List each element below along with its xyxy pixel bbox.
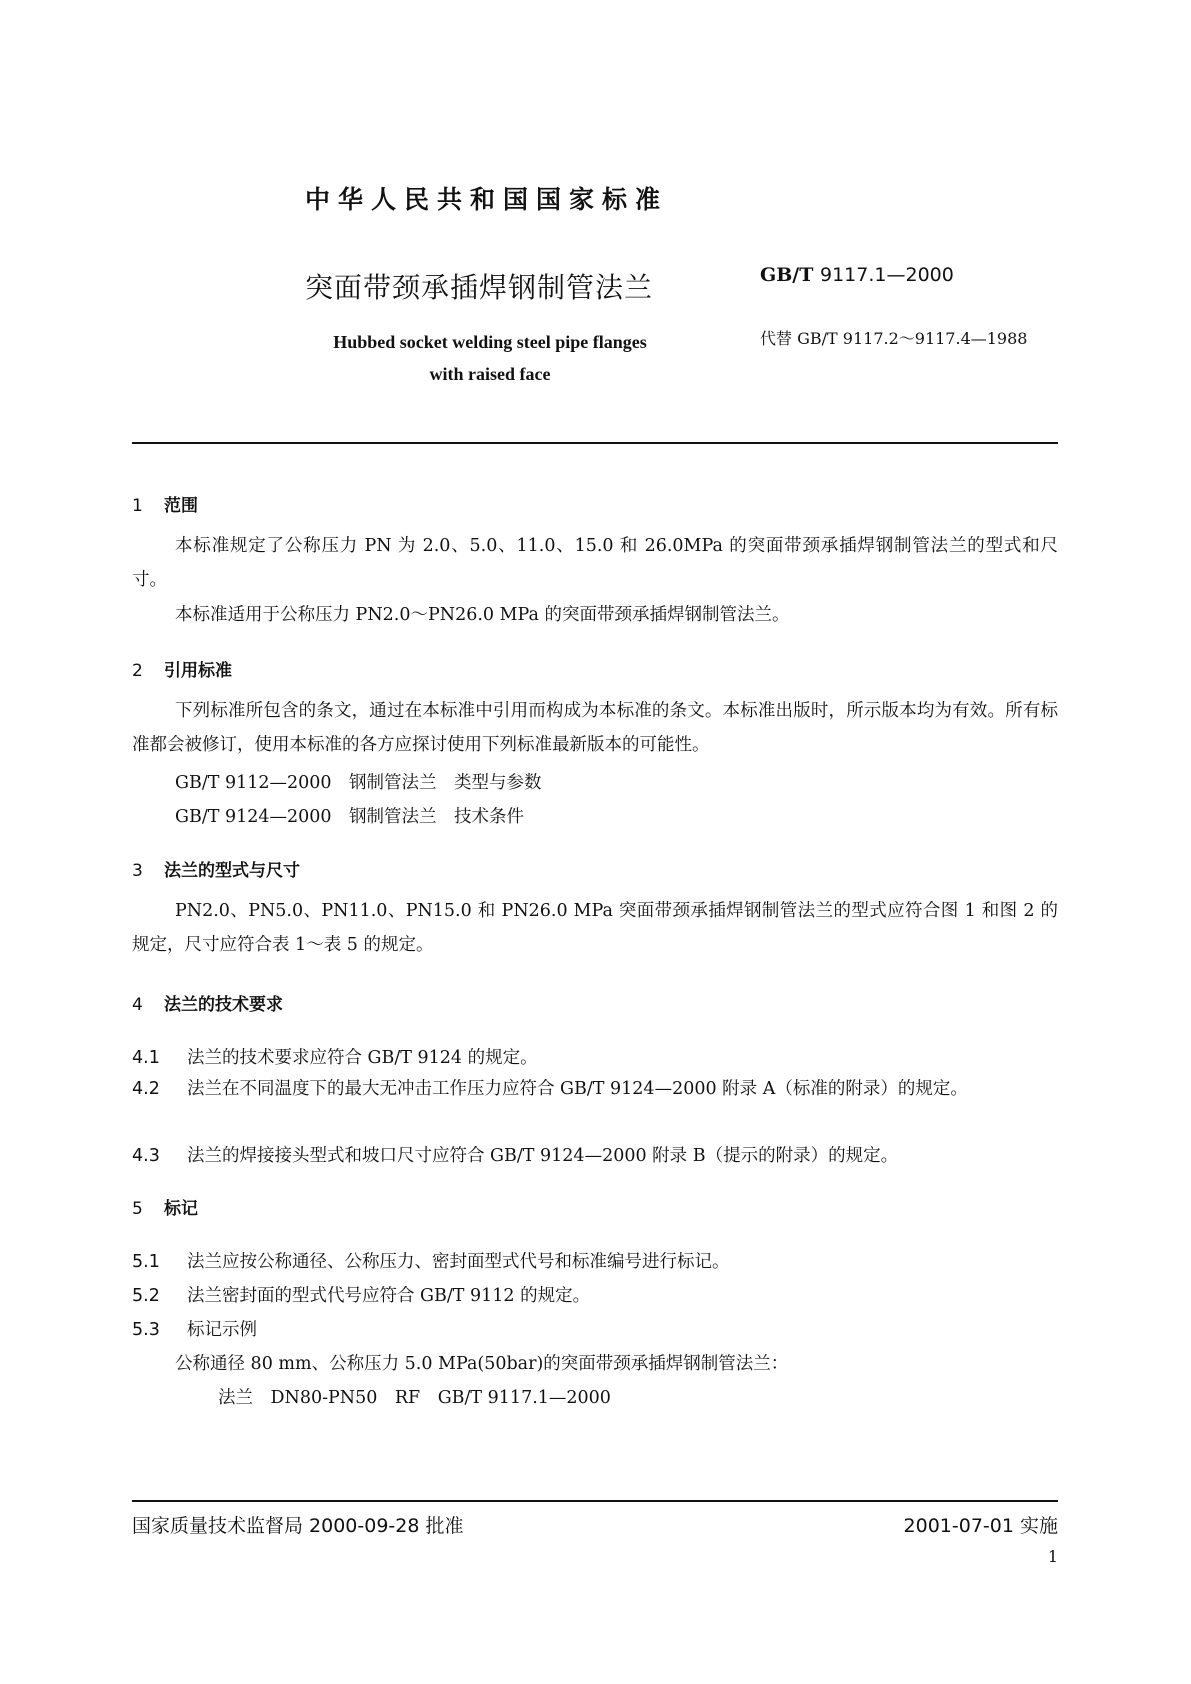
effective-date: 2001-07-01 实施 [903,1515,1058,1537]
section-2-para-1: 下列标准所包含的条文，通过在本标准中引用而构成为本标准的条文。本标准出版时，所示版本均为有效。所有标准都会被修订，使用本标准的各方应探讨使用下列标准最新版本的可能性。 [132,701,1058,755]
clause-number: 4.3 [132,1146,160,1166]
clause-5-3 [132,1316,257,1341]
clause-text: 标记示例 [187,1320,257,1340]
national-standard-heading: 中华人民共和国国家标准 [305,185,669,214]
marking-example-description: 公称通径 80 mm、公称压力 5.0 MPa(50bar)的突面带颈承插焊钢制管法兰： [175,1354,789,1374]
page-number: 1 [1047,1547,1058,1566]
clause-4-2 [132,1072,1058,1106]
header-divider [132,442,1058,444]
marking-example: 法兰 DN80-PN50 RF GB/T 9117.1—2000 [218,1388,611,1408]
approval-date: 国家质量技术监督局 2000-09-28 批准 [132,1515,464,1537]
clause-number: 5.3 [132,1320,160,1340]
reference-1: GB/T 9112—2000 钢制管法兰 类型与参数 [175,773,542,793]
title-english-line1: Hubbed socket welding steel pipe flanges [333,332,647,352]
replaces-note: 代替 GB/T 9117.2～9117.4—1988 [760,329,1028,348]
clause-text: 法兰应按公称通径、公称压力、密封面型式代号和标准编号进行标记。 [187,1252,730,1272]
section-number: 2 [132,661,143,681]
section-1-heading [132,491,198,516]
clause-5-1 [132,1248,730,1273]
section-3-heading [132,856,300,881]
section-title: 引用标准 [164,661,232,681]
reference-2: GB/T 9124—2000 钢制管法兰 技术条件 [175,807,525,827]
standard-prefix: GB/T [760,264,814,286]
footer-divider [132,1500,1058,1502]
clause-number: 4.1 [132,1048,160,1068]
section-3-para-1: PN2.0、PN5.0、PN11.0、PN15.0 和 PN26.0 MPa 突面带颈承插焊钢制管法兰的型式应符合图 1 和图 2 的规定，尺寸应符合表 1～表 5 的规定。 [132,901,1058,955]
title-chinese: 突面带颈承插焊钢制管法兰 [305,271,654,304]
clause-5-2 [132,1282,590,1307]
section-number: 3 [132,861,143,881]
title-english-line2: with raised face [429,364,551,384]
clause-4-3 [132,1142,898,1167]
section-1-para-1: 本标准规定了公称压力 PN 为 2.0、5.0、11.0、15.0 和 26.0MPa 的突面带颈承插焊钢制管法兰的型式和尺寸。 [132,536,1058,590]
section-title: 标记 [164,1199,198,1219]
title-english [300,326,680,390]
clause-number: 5.1 [132,1252,160,1272]
section-title: 法兰的型式与尺寸 [164,861,300,881]
section-2-heading [132,656,232,681]
clause-text: 法兰在不同温度下的最大无冲击工作压力应符合 GB/T 9124—2000 附录 A（标准的附录）的规定。 [187,1079,968,1099]
standard-number-value: 9117.1—2000 [820,264,954,286]
clause-number: 5.2 [132,1286,160,1306]
section-number: 4 [132,995,143,1015]
section-title: 法兰的技术要求 [164,995,283,1015]
section-number: 5 [132,1199,143,1219]
clause-text: 法兰的焊接接头型式和坡口尺寸应符合 GB/T 9124—2000 附录 B（提示的附录）的规定。 [187,1146,899,1166]
section-title: 范围 [164,496,198,516]
section-1-para-2: 本标准适用于公称压力 PN2.0～PN26.0 MPa 的突面带颈承插焊钢制管法兰。 [175,605,790,625]
section-5-heading [132,1194,198,1219]
clause-number: 4.2 [132,1079,160,1099]
clause-text: 法兰密封面的型式代号应符合 GB/T 9112 的规定。 [187,1286,591,1306]
section-number: 1 [132,496,143,516]
clause-text: 法兰的技术要求应符合 GB/T 9124 的规定。 [187,1048,538,1068]
standard-number [760,264,954,286]
section-4-heading [132,990,283,1015]
clause-4-1 [132,1044,538,1069]
